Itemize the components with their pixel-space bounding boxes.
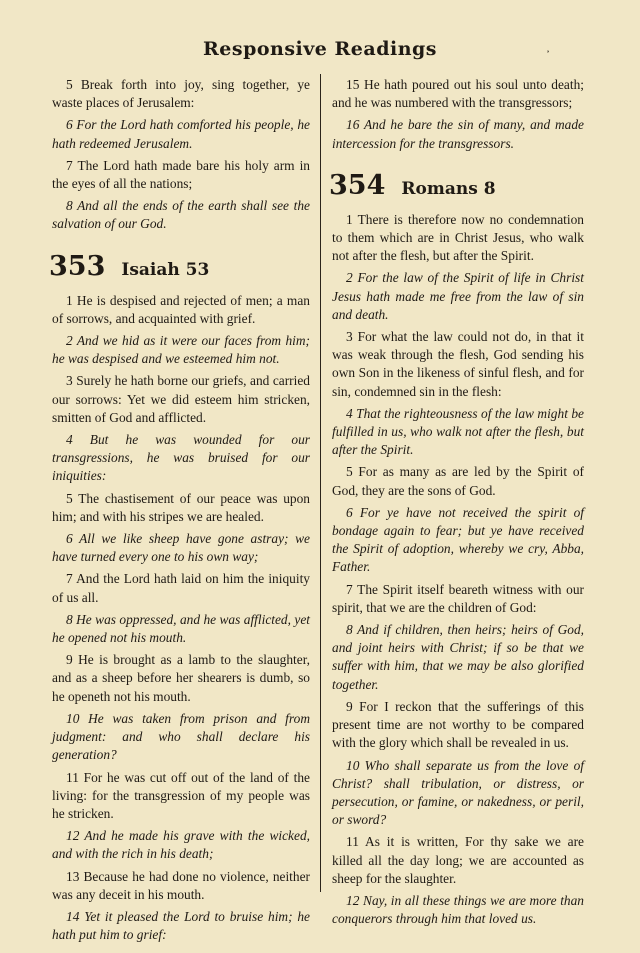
verse: 12 Nay, in all these things we are more than conquerors through him that loved us.	[332, 892, 584, 927]
verse: 14 Yet it pleased the Lord to bruise him; he hath put him to grief:	[52, 908, 310, 943]
verse: 7 The Lord hath made bare his holy arm in the eyes of all the nations;	[52, 157, 310, 192]
verse: 16 And he bare the sin of many, and made intercession for the transgressors.	[332, 117, 584, 151]
left-column	[49, 76, 310, 944]
verse: 7 The Spirit itself beareth witness with our spirit, that we are the children of God:	[332, 581, 584, 615]
reading-number: 354	[329, 169, 386, 201]
verse: 4 That the righteousness of the law might be fulfilled in us, who walk not after the flesh, but after the Spirit.	[332, 405, 584, 458]
verse: 7 And the Lord hath laid on him the iniquity of us all.	[52, 571, 310, 605]
column-divider	[320, 74, 321, 892]
right-column	[329, 76, 584, 928]
reading-title: Isaiah 53	[121, 259, 210, 280]
verse: 6 For ye have not received the spirit of bondage again to fear; but ye have received the Spirit of adoption, whereby we cry, Abba, Father.	[332, 504, 584, 575]
reading-353-verses	[52, 292, 310, 945]
verse: 12 And he made his grave with the wicked, and with the rich in his death;	[52, 828, 310, 862]
reading-title: Romans 8	[401, 178, 496, 199]
verse: 3 Surely he hath borne our griefs, and carried our sorrows: Yet we did esteem him stricken, smitten of God and afflicted.	[52, 373, 310, 425]
reading-354-verses	[332, 211, 584, 929]
verse: 10 Who shall separate us from the love of Christ? shall tribulation, or distress, or persecution, or famine, or nakedness, or peril, or sword?	[332, 757, 584, 828]
verse: 8 He was oppressed, and he was afflicted, yet he opened not his mouth.	[52, 611, 310, 646]
reading-number: 353	[49, 250, 106, 282]
reading-heading-354	[329, 170, 584, 201]
verse: 6 For the Lord hath comforted his people, he hath redeemed Jerusalem.	[52, 117, 310, 151]
verse: 10 He was taken from prison and from judgment: and who shall declare his generation?	[52, 710, 310, 763]
verse: 9 He is brought as a lamb to the slaughter, and as a sheep before her shearers is dumb, so he openeth not his mouth.	[52, 652, 310, 704]
verse: 1 There is therefore now no condemnation to them which are in Christ Jesus, who walk not after the flesh, but after the Spirit.	[332, 211, 584, 264]
verse: 5 The chastisement of our peace was upon him; and with his stripes we are healed.	[52, 490, 310, 524]
verse: 5 Break forth into joy, sing together, ye waste places of Jerusalem:	[52, 77, 310, 111]
verse: 4 But he was wounded for our transgressions, he was bruised for our iniquities:	[52, 432, 310, 484]
verse: 1 He is despised and rejected of men; a man of sorrows, and acquainted with grief.	[52, 292, 310, 326]
left-continued-verses	[52, 76, 310, 234]
verse: 2 For the law of the Spirit of life in Christ Jesus hath made me free from the law of sin and death.	[332, 270, 584, 322]
verse: 15 He hath poured out his soul unto death; and he was numbered with the transgressors;	[332, 77, 584, 111]
verse: 11 As it is written, For thy sake we are killed all the day long; we are accounted as sheep for the slaughter.	[332, 834, 584, 886]
reading-heading-353	[49, 251, 310, 282]
verse: 8 And all the ends of the earth shall see the salvation of our God.	[52, 198, 310, 232]
verse: 5 For as many as are led by the Spirit of God, they are the sons of God.	[332, 464, 584, 498]
verse: 9 For I reckon that the sufferings of this present time are not worthy to be compared with the glory which shall be revealed in us.	[332, 698, 584, 751]
verse: 6 All we like sheep have gone astray; we have turned every one to his own way;	[52, 531, 310, 565]
right-continued-verses	[332, 76, 584, 153]
verse: 13 Because he had done no violence, neither was any deceit in his mouth.	[52, 868, 310, 902]
verse: 3 For what the law could not do, in that it was weak through the flesh, God sending his own Son in the likeness of sinful flesh, and for sin, condemned sin in the flesh:	[332, 329, 584, 399]
page-header: Responsive Readings	[203, 38, 437, 60]
verse: 8 And if children, then heirs; heirs of God, and joint heirs with Christ; if so be that we suffer with him, that we may be also glorified together.	[332, 622, 584, 692]
verse: 11 For he was cut off out of the land of the living: for the transgression of my people was he stricken.	[52, 769, 310, 821]
verse: 2 And we hid as it were our faces from him; he was despised and we esteemed him not.	[52, 333, 310, 367]
